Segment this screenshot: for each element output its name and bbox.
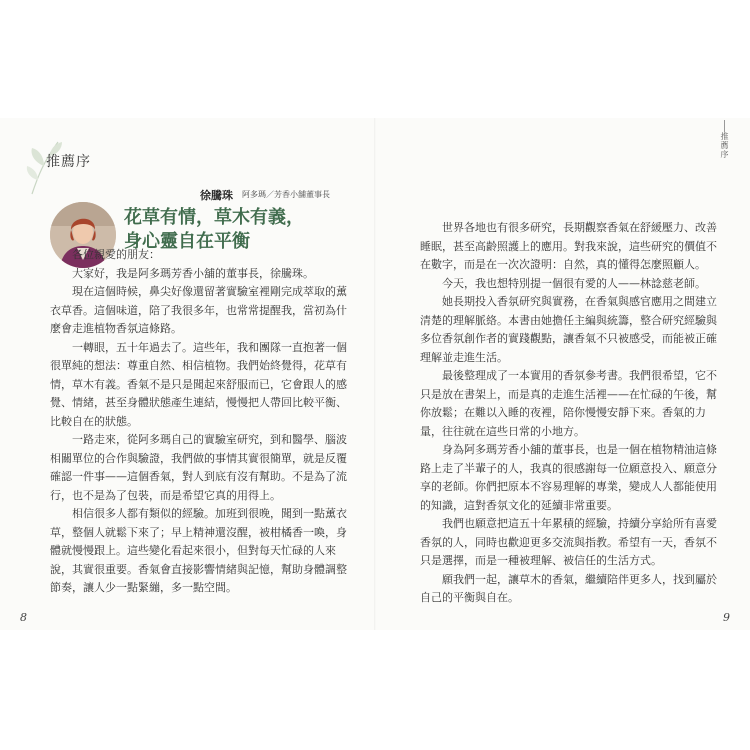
paragraph: 各位親愛的朋友： <box>72 248 160 261</box>
paragraph: 最後整理成了一本實用的香氛參考書。我們很希望，它不只是放在書架上，而是真的走進生活裡——在忙碌的午後，幫你放鬆；在難以入睡的夜裡，陪你慢慢安靜下來。香氣的力量，往往就在這些日常的小地方。 <box>420 369 717 438</box>
right-page <box>376 118 750 630</box>
paragraph: 現在這個時候，鼻尖好像還留著實驗室裡剛完成萃取的薰衣草香。這個味道，陪了我很多年，也常常提醒我，當初為什麼會走進植物香氛這條路。 <box>50 285 347 335</box>
paragraph: 願我們一起，讓草木的香氣，繼續陪伴更多人，找到屬於自己的平衡與自在。 <box>420 572 717 604</box>
page-number-left: 8 <box>20 611 27 624</box>
right-body-text <box>420 219 720 608</box>
section-title: 推薦序 <box>46 154 91 170</box>
author-name: 徐騰珠 <box>200 189 233 202</box>
paragraph: 世界各地也有很多研究，長期觀察香氣在舒緩壓力、改善睡眠，甚至高齡照護上的應用。對我來說，這些研究的價值不在數字，而是在一次次證明：自然，真的懂得怎麼照顧人。 <box>420 221 717 271</box>
headline-line-2: 身心靈自在平衡 <box>124 231 250 252</box>
paragraph: 一路走來，從阿多瑪自己的實驗室研究，到和醫學、腦波相關單位的合作與驗證，我們做的事情其實很簡單，就是反覆確認一件事——這個香氣，對人到底有沒有幫助。不是為了流行，也不是為了包裝，而是希望它真的用得上。 <box>50 433 347 502</box>
paragraph: 相信很多人都有類似的經驗。加班到很晚，聞到一點薰衣草，整個人就鬆下來了；早上精神還沒醒，被柑橘香一喚，身體就慢慢跟上。這些變化看起來很小，但對每天忙碌的人來說，其實很重要。香氣會直接影響情緒與記憶，幫助身體調整節奏，讓人少一點緊繃，多一點空間。 <box>50 507 347 594</box>
headline-line-1: 花草有情，草木有義， <box>124 207 304 228</box>
book-spread <box>0 118 750 630</box>
left-body-text <box>50 246 354 598</box>
author-role: 阿多瑪／芳香小舖董事長 <box>242 190 330 199</box>
paragraph: 身為阿多瑪芳香小舖的董事長，也是一個在植物精油這條路上走了半輩子的人，我真的很感謝每一位願意投入、願意分享的老師。你們把原本不容易理解的專業，變成人人都能使用的知識，這對香氛文化的延續非常重要。 <box>420 443 717 512</box>
running-head-rule <box>724 120 725 132</box>
page-number-right: 9 <box>723 611 730 624</box>
paragraph: 一轉眼，五十年過去了。這些年，我和團隊一直抱著一個很單純的想法：尊重自然、相信植物。我們始終覺得，花草有情，草木有義。香氣不是只是聞起來舒服而已，它會跟人的感覺、情緒，甚至身體狀態產生連結，慢慢把人帶回比較平衡、比較自在的狀態。 <box>50 340 347 428</box>
paragraph: 我們也願意把這五十年累積的經驗，持續分享給所有喜愛香氛的人，同時也歡迎更多交流與指教。希望有一天，香氛不只是選擇，而是一種被理解、被信任的生活方式。 <box>420 517 717 567</box>
paragraph: 今天，我也想特別提一個很有愛的人——林諗慈老師。 <box>442 276 706 290</box>
paragraph: 她長期投入香氛研究與實務，在香氣與感官應用之間建立清楚的理解脈絡。本書由她擔任主編與統籌，整合研究經驗與多位香氛創作者的實踐觀點，讓香氣不只被感受，而能被正確理解並走進生活。 <box>420 295 717 364</box>
running-head: 推薦序 <box>720 132 729 159</box>
paragraph: 大家好，我是阿多瑪芳香小舖的董事長，徐騰珠。 <box>72 266 314 280</box>
left-page <box>0 118 374 630</box>
